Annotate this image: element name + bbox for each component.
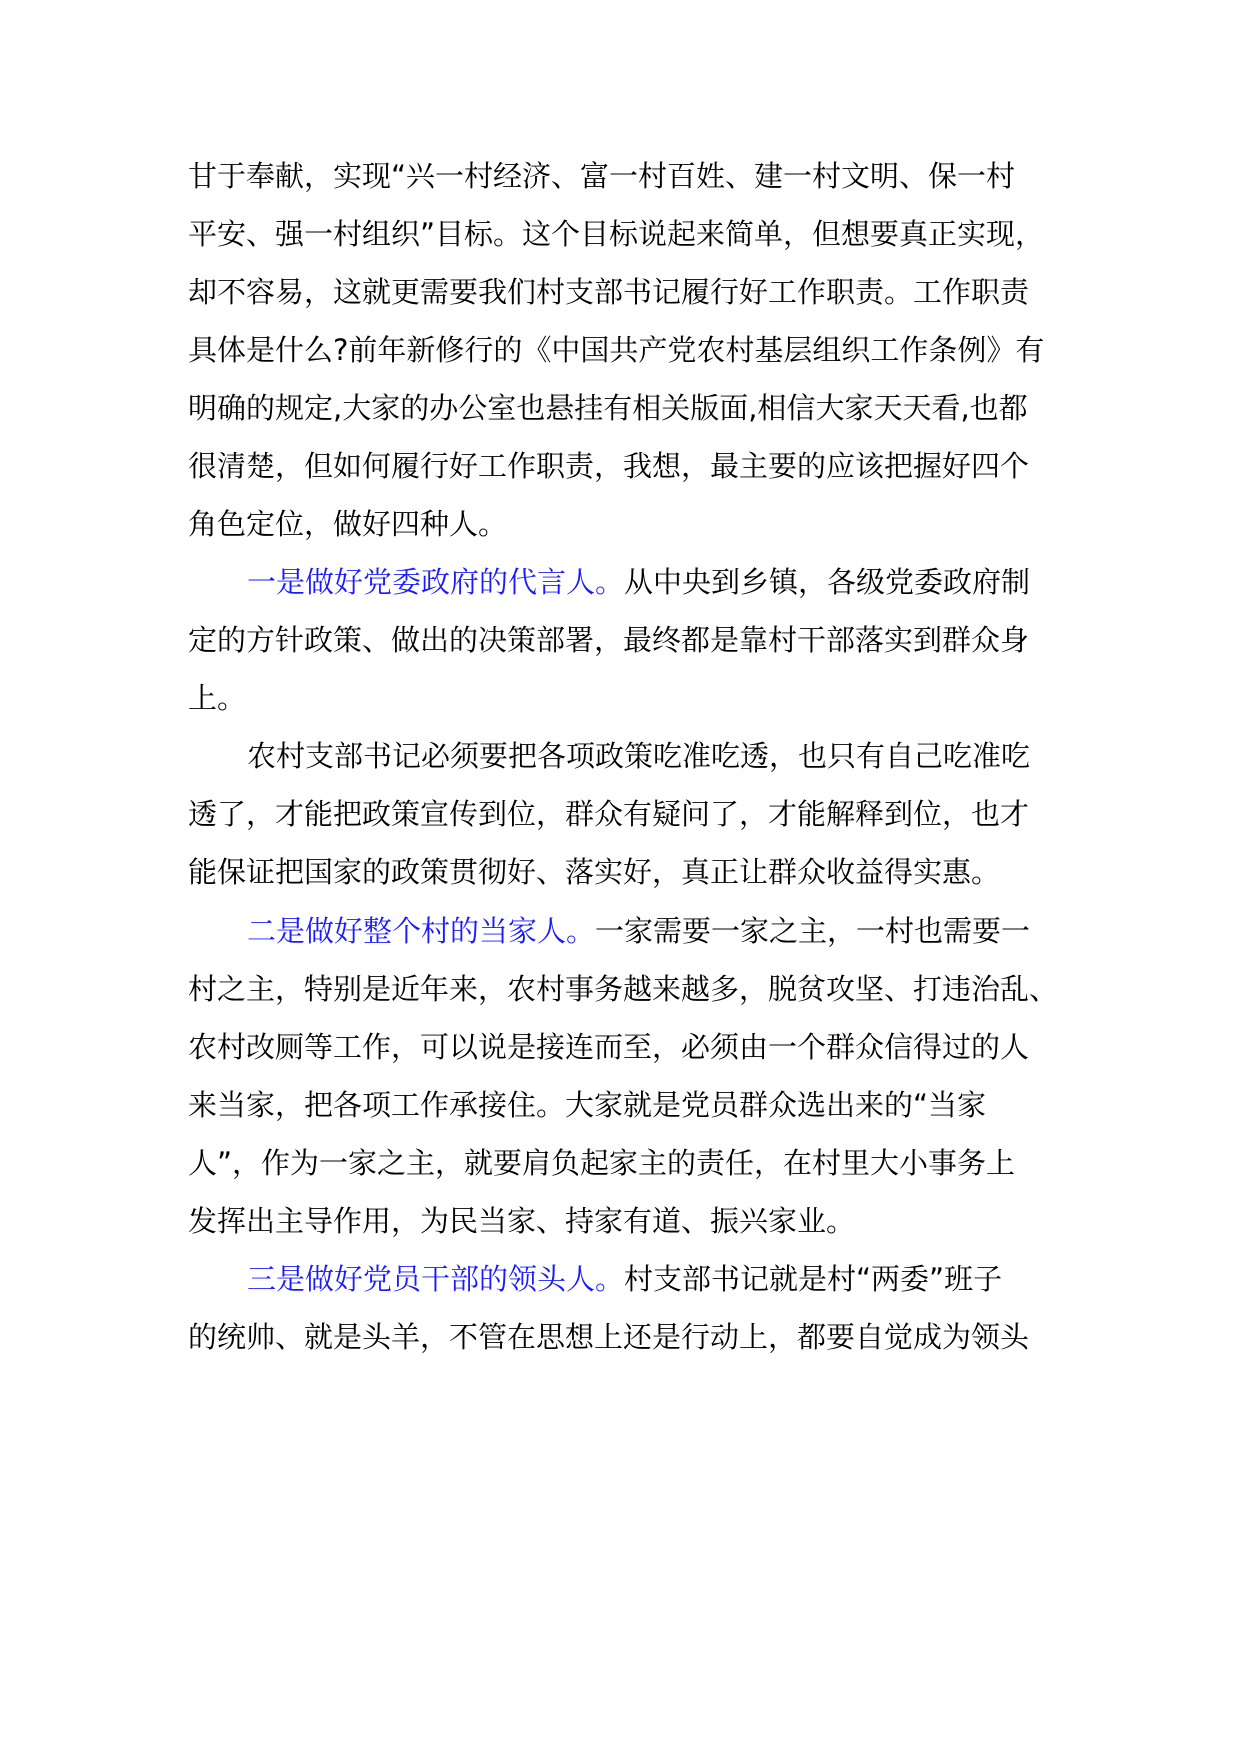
text-line: [247, 557, 1030, 607]
section-heading: 二是做好整个村的当家人。: [247, 914, 596, 948]
text-line: 角色定位，做好四种人。: [188, 507, 508, 541]
text-line: 甘于奉献，实现“兴一村经济、富一村百姓、建一村文明、保一村: [188, 159, 1016, 193]
text-line: [247, 1254, 1002, 1304]
text-line: 定的方针政策、做出的决策部署，最终都是靠村干部落实到群众身: [188, 623, 1030, 657]
text-line: 农村改厕等工作，可以说是接连而至，必须由一个群众信得过的人: [188, 1030, 1030, 1064]
text-run: 从中央到乡镇，各级党委政府制: [624, 565, 1031, 599]
text-line: 来当家，把各项工作承接住。大家就是党员群众选出来的“当家: [188, 1088, 987, 1122]
text-line: 平安、强一村组织”目标。这个目标说起来简单，但想要真正实现，: [188, 217, 1045, 251]
text-run: 一家需要一家之主，一村也需要一: [595, 914, 1031, 948]
text-line: [247, 906, 1030, 956]
section-heading: 三是做好党员干部的领头人。: [247, 1262, 625, 1296]
text-line: 村之主，特别是近年来，农村事务越来越多，脱贫攻坚、打违治乱、: [188, 972, 1059, 1006]
section-heading: 一是做好党委政府的代言人。: [247, 565, 625, 599]
text-line: 很清楚，但如何履行好工作职责，我想，最主要的应该把握好四个: [188, 449, 1030, 483]
text-line: 能保证把国家的政策贯彻好、落实好，真正让群众收益得实惠。: [188, 855, 1001, 889]
text-line: 的统帅、就是头羊，不管在思想上还是行动上，都要自觉成为领头: [188, 1320, 1030, 1354]
text-line: 明确的规定,大家的办公室也悬挂有相关版面,相信大家天天看,也都: [188, 391, 1028, 425]
text-line: 具体是什么?前年新修行的《中国共产党农村基层组织工作条例》有: [188, 333, 1045, 367]
text-line: 上。: [188, 681, 247, 715]
text-line: 农村支部书记必须要把各项政策吃准吃透，也只有自己吃准吃: [247, 739, 1031, 773]
text-run: 村支部书记就是村“两委”班子: [624, 1262, 1003, 1296]
text-line: 人”，作为一家之主，就要肩负起家主的责任，在村里大小事务上: [188, 1146, 1016, 1180]
text-line: 却不容易，这就更需要我们村支部书记履行好工作职责。工作职责: [188, 275, 1030, 309]
text-line: 发挥出主导作用，为民当家、持家有道、振兴家业。: [188, 1204, 856, 1238]
text-line: 透了，才能把政策宣传到位，群众有疑问了，才能解释到位，也才: [188, 797, 1030, 831]
